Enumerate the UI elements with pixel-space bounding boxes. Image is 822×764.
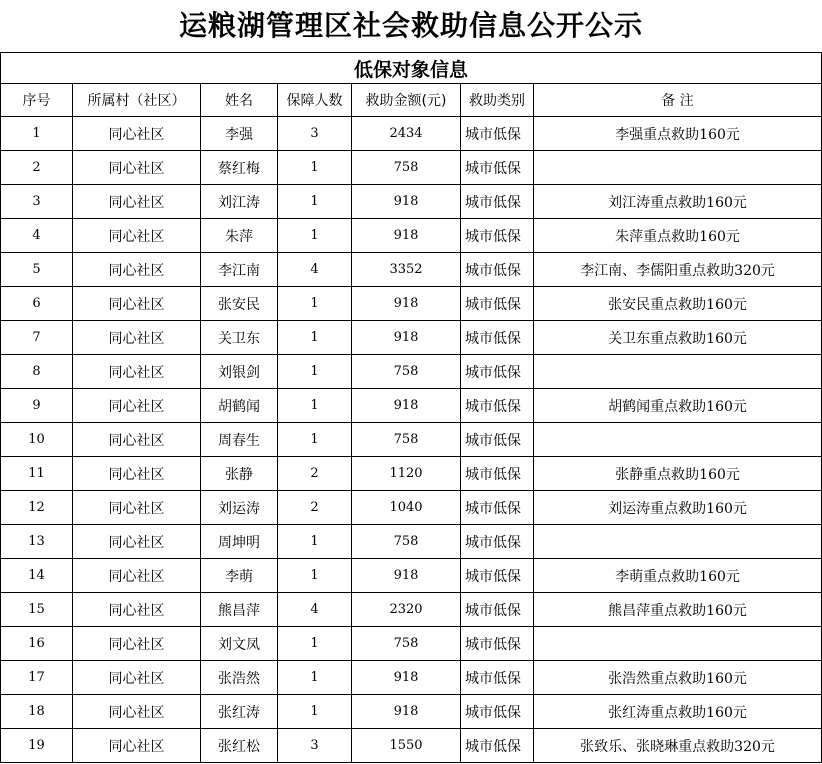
table-row [1, 627, 822, 661]
cell-count: 1 [278, 185, 352, 219]
cell-seq: 2 [1, 151, 73, 185]
cell-village: 同心社区 [73, 117, 201, 151]
cell-name: 刘银剑 [201, 355, 278, 389]
cell-type: 城市低保 [461, 491, 534, 525]
cell-type: 城市低保 [461, 525, 534, 559]
cell-village: 同心社区 [73, 355, 201, 389]
table-row [1, 491, 822, 525]
cell-name: 张红松 [201, 729, 278, 763]
table-row [1, 593, 822, 627]
cell-count: 3 [278, 117, 352, 151]
cell-count: 1 [278, 627, 352, 661]
table-row [1, 729, 822, 763]
cell-count: 1 [278, 321, 352, 355]
cell-type: 城市低保 [461, 627, 534, 661]
cell-note: 张安民重点救助160元 [534, 287, 822, 321]
cell-note [534, 525, 822, 559]
cell-type: 城市低保 [461, 457, 534, 491]
cell-village: 同心社区 [73, 151, 201, 185]
cell-amount: 918 [352, 219, 461, 253]
table-row [1, 525, 822, 559]
cell-seq: 16 [1, 627, 73, 661]
cell-amount: 918 [352, 321, 461, 355]
cell-seq: 12 [1, 491, 73, 525]
cell-note: 张浩然重点救助160元 [534, 661, 822, 695]
cell-seq: 18 [1, 695, 73, 729]
cell-village: 同心社区 [73, 593, 201, 627]
cell-village: 同心社区 [73, 287, 201, 321]
cell-name: 周坤明 [201, 525, 278, 559]
cell-note: 朱萍重点救助160元 [534, 219, 822, 253]
cell-note: 张致乐、张晓琳重点救助320元 [534, 729, 822, 763]
cell-note: 刘江涛重点救助160元 [534, 185, 822, 219]
table-header-row [1, 84, 822, 117]
table-row [1, 253, 822, 287]
cell-type: 城市低保 [461, 185, 534, 219]
relief-table [0, 52, 822, 763]
cell-note [534, 355, 822, 389]
cell-seq: 1 [1, 117, 73, 151]
cell-amount: 918 [352, 559, 461, 593]
cell-name: 张安民 [201, 287, 278, 321]
table-row [1, 423, 822, 457]
cell-type: 城市低保 [461, 559, 534, 593]
cell-type: 城市低保 [461, 695, 534, 729]
cell-type: 城市低保 [461, 423, 534, 457]
cell-seq: 11 [1, 457, 73, 491]
cell-name: 朱萍 [201, 219, 278, 253]
cell-name: 李萌 [201, 559, 278, 593]
header-note: 备 注 [534, 84, 822, 117]
cell-seq: 9 [1, 389, 73, 423]
cell-name: 周春生 [201, 423, 278, 457]
header-amount: 救助金额(元) [352, 84, 461, 117]
cell-name: 张红涛 [201, 695, 278, 729]
cell-note [534, 423, 822, 457]
header-name: 姓名 [201, 84, 278, 117]
cell-village: 同心社区 [73, 389, 201, 423]
cell-count: 1 [278, 151, 352, 185]
cell-amount: 758 [352, 423, 461, 457]
cell-seq: 5 [1, 253, 73, 287]
cell-amount: 918 [352, 389, 461, 423]
cell-name: 刘运涛 [201, 491, 278, 525]
cell-type: 城市低保 [461, 321, 534, 355]
cell-count: 1 [278, 219, 352, 253]
cell-type: 城市低保 [461, 661, 534, 695]
cell-village: 同心社区 [73, 729, 201, 763]
cell-note: 熊昌萍重点救助160元 [534, 593, 822, 627]
header-count: 保障人数 [278, 84, 352, 117]
cell-village: 同心社区 [73, 627, 201, 661]
table-row [1, 457, 822, 491]
table-subtitle-row [1, 53, 822, 84]
header-village: 所属村（社区） [73, 84, 201, 117]
cell-count: 1 [278, 287, 352, 321]
cell-type: 城市低保 [461, 389, 534, 423]
cell-type: 城市低保 [461, 355, 534, 389]
cell-amount: 758 [352, 355, 461, 389]
cell-village: 同心社区 [73, 185, 201, 219]
table-row [1, 355, 822, 389]
table-row [1, 559, 822, 593]
cell-amount: 2434 [352, 117, 461, 151]
cell-note [534, 627, 822, 661]
cell-village: 同心社区 [73, 695, 201, 729]
cell-note: 李强重点救助160元 [534, 117, 822, 151]
page-title: 运粮湖管理区社会救助信息公开公示 [178, 9, 643, 42]
cell-amount: 758 [352, 151, 461, 185]
cell-count: 1 [278, 423, 352, 457]
table-row [1, 151, 822, 185]
cell-name: 李江南 [201, 253, 278, 287]
cell-type: 城市低保 [461, 287, 534, 321]
cell-seq: 17 [1, 661, 73, 695]
cell-count: 2 [278, 457, 352, 491]
cell-amount: 758 [352, 627, 461, 661]
cell-type: 城市低保 [461, 253, 534, 287]
cell-name: 张浩然 [201, 661, 278, 695]
table-row [1, 185, 822, 219]
cell-amount: 918 [352, 661, 461, 695]
cell-amount: 918 [352, 185, 461, 219]
cell-type: 城市低保 [461, 593, 534, 627]
cell-seq: 7 [1, 321, 73, 355]
table-body [1, 117, 822, 763]
cell-name: 关卫东 [201, 321, 278, 355]
cell-count: 4 [278, 593, 352, 627]
table-row [1, 661, 822, 695]
cell-type: 城市低保 [461, 219, 534, 253]
cell-seq: 13 [1, 525, 73, 559]
cell-count: 1 [278, 389, 352, 423]
cell-village: 同心社区 [73, 423, 201, 457]
cell-type: 城市低保 [461, 117, 534, 151]
table-row [1, 695, 822, 729]
cell-seq: 3 [1, 185, 73, 219]
cell-count: 1 [278, 661, 352, 695]
cell-amount: 1550 [352, 729, 461, 763]
cell-amount: 918 [352, 287, 461, 321]
cell-amount: 1040 [352, 491, 461, 525]
cell-count: 1 [278, 525, 352, 559]
table-row [1, 321, 822, 355]
cell-village: 同心社区 [73, 661, 201, 695]
cell-amount: 2320 [352, 593, 461, 627]
cell-type: 城市低保 [461, 151, 534, 185]
cell-note: 李萌重点救助160元 [534, 559, 822, 593]
cell-note: 张静重点救助160元 [534, 457, 822, 491]
cell-count: 4 [278, 253, 352, 287]
table-row [1, 389, 822, 423]
cell-seq: 6 [1, 287, 73, 321]
cell-note: 李江南、李儒阳重点救助320元 [534, 253, 822, 287]
cell-name: 张静 [201, 457, 278, 491]
cell-seq: 4 [1, 219, 73, 253]
cell-seq: 10 [1, 423, 73, 457]
header-type: 救助类别 [461, 84, 534, 117]
cell-count: 1 [278, 695, 352, 729]
cell-count: 1 [278, 559, 352, 593]
cell-village: 同心社区 [73, 457, 201, 491]
cell-count: 3 [278, 729, 352, 763]
cell-note: 张红涛重点救助160元 [534, 695, 822, 729]
cell-amount: 758 [352, 525, 461, 559]
header-seq: 序号 [1, 84, 73, 117]
cell-note: 刘运涛重点救助160元 [534, 491, 822, 525]
cell-village: 同心社区 [73, 253, 201, 287]
cell-village: 同心社区 [73, 559, 201, 593]
table-subtitle: 低保对象信息 [1, 53, 822, 84]
cell-amount: 3352 [352, 253, 461, 287]
cell-name: 胡鹤闻 [201, 389, 278, 423]
cell-seq: 8 [1, 355, 73, 389]
cell-note [534, 151, 822, 185]
cell-name: 刘江涛 [201, 185, 278, 219]
cell-village: 同心社区 [73, 321, 201, 355]
cell-amount: 918 [352, 695, 461, 729]
cell-name: 李强 [201, 117, 278, 151]
cell-amount: 1120 [352, 457, 461, 491]
cell-count: 1 [278, 355, 352, 389]
cell-count: 2 [278, 491, 352, 525]
cell-name: 蔡红梅 [201, 151, 278, 185]
cell-village: 同心社区 [73, 219, 201, 253]
table-row [1, 117, 822, 151]
cell-village: 同心社区 [73, 491, 201, 525]
table-row [1, 219, 822, 253]
cell-seq: 14 [1, 559, 73, 593]
cell-name: 刘文凤 [201, 627, 278, 661]
cell-name: 熊昌萍 [201, 593, 278, 627]
cell-note: 胡鹤闻重点救助160元 [534, 389, 822, 423]
cell-seq: 19 [1, 729, 73, 763]
cell-seq: 15 [1, 593, 73, 627]
cell-village: 同心社区 [73, 525, 201, 559]
cell-note: 关卫东重点救助160元 [534, 321, 822, 355]
table-row [1, 287, 822, 321]
cell-type: 城市低保 [461, 729, 534, 763]
